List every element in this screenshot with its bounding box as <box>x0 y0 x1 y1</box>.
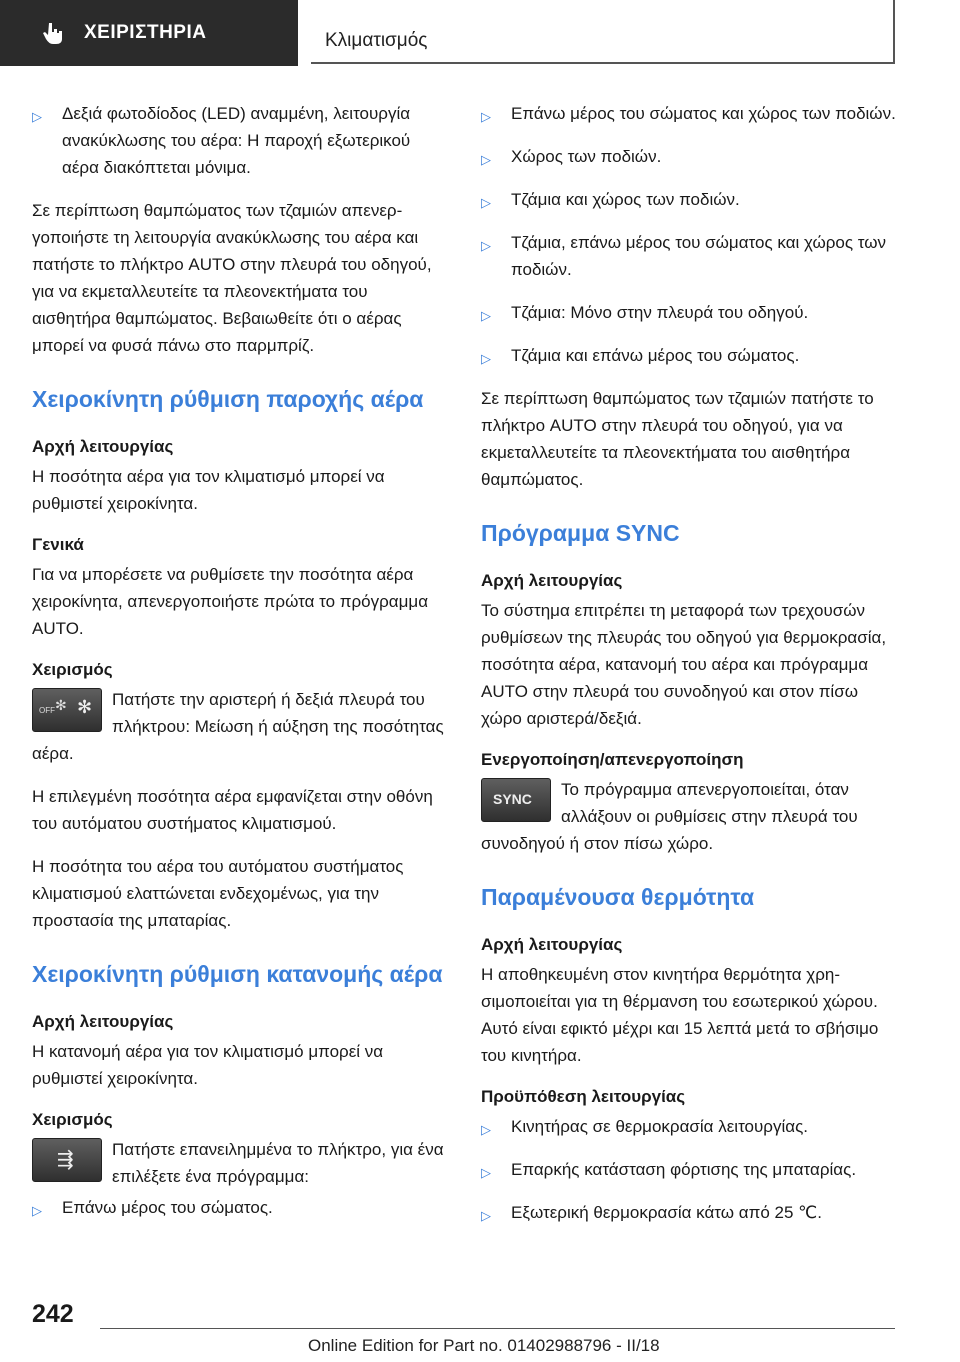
list-item: ▷ Χώρος των ποδιών. <box>481 143 899 170</box>
triangle-bullet-icon: ▷ <box>481 109 491 124</box>
subheading: Προϋπόθεση λειτουργίας <box>481 1087 686 1106</box>
key-instruction <box>481 776 899 857</box>
list-item: ▷ Επαρκής κατάσταση φόρτισης της μπαταρίας. <box>481 1156 899 1183</box>
fan-key-image <box>32 688 102 732</box>
section-heading: Χειροκίνητη ρύθμιση παροχής αέρα <box>32 386 424 412</box>
right-column <box>481 100 899 1242</box>
subheading: Χειρισμός <box>32 1110 113 1129</box>
paragraph: Για να μπορέσετε να ρυθμίσετε την ποσότητα αέρα χειροκίνητα, απενεργοποιήστε πρώτα το πρόγραμμα AUTO. <box>32 565 429 638</box>
triangle-bullet-icon: ▷ <box>481 238 491 253</box>
paragraph: Το πρόγραμμα απενεργοποιείται, όταν αλλάξουν οι ρυθμίσεις στην πλευρά του συνοδηγού ή στον πίσω χώρο. <box>481 780 858 853</box>
triangle-bullet-icon: ▷ <box>481 152 491 167</box>
paragraph: Η ποσότητα του αέρα του αυτόματου συστήματος κλιματισμού ελαττώνεται ενδεχομένως, για την προστασία της μπαταρίας. <box>32 857 404 930</box>
hand-pointer-icon <box>40 20 66 46</box>
page-number: 242 <box>32 1300 74 1328</box>
paragraph: Η αποθηκευμένη στον κινητήρα θερμότητα χρησιμοποιείται για τη θέρμανση του εσωτερικού χώρου. Αυτό είναι εφικτό μέχρι και 15 λεπτά μετά το σβήσιμο του κινητήρα. <box>481 965 879 1065</box>
subheading: Ενεργοποίηση/απενεργοποίηση <box>481 750 744 769</box>
subheading: Αρχή λειτουργίας <box>32 1012 174 1031</box>
key-instruction <box>32 686 450 767</box>
sync-key-label: SYNC <box>493 791 532 807</box>
section-tab[interactable] <box>0 0 298 66</box>
page-header <box>0 0 960 66</box>
fan-large-icon: ✻ <box>77 697 93 717</box>
triangle-bullet-icon: ▷ <box>481 308 491 323</box>
edition-text: Online Edition for Part no. 01402988796 - II/18 <box>308 1336 660 1355</box>
list-item: ▷ Τζάμια και επάνω μέρος του σώματος. <box>481 342 899 369</box>
triangle-bullet-icon: ▷ <box>481 1122 491 1137</box>
list-item: ▷ Τζάμια: Μόνο στην πλευρά του οδηγού. <box>481 299 899 326</box>
left-column <box>32 100 450 1237</box>
subheading: Αρχή λειτουργίας <box>481 935 623 954</box>
paragraph: Η επιλεγμένη ποσότητα αέρα εμφανίζεται στην οθόνη του αυτόματου συστήματος κλιματισμού. <box>32 787 433 833</box>
key-instruction <box>32 1136 450 1194</box>
paragraph: Η ποσότητα αέρα για τον κλιματισμό μπορεί να ρυθμιστεί χειροκίνητα. <box>32 467 385 513</box>
subheading: Γενικά <box>32 535 84 554</box>
triangle-bullet-icon: ▷ <box>32 109 42 124</box>
paragraph: Πατήστε επανειλημμένα το πλήκτρο, για ένα επιλέξετε ένα πρόγραμμα: <box>112 1140 444 1186</box>
sync-key-image <box>481 778 551 822</box>
section-title: ΧΕΙΡΙΣΤΗΡΙΑ <box>84 22 207 43</box>
list-item: ▷ Επάνω μέρος του σώματος και χώρος των ποδιών. <box>481 100 899 127</box>
triangle-bullet-icon: ▷ <box>481 1208 491 1223</box>
triangle-bullet-icon: ▷ <box>481 351 491 366</box>
air-distribution-key-image <box>32 1138 102 1182</box>
paragraph: Σε περίπτωση θαμπώματος των τζαμιών απενεργοποιήστε τη λειτουργία ανακύκλωσης του αέρα και πατήστε το πλήκτρο AUTO στην πλευρά του οδηγού, για να εκμεταλλευτείτε τα πλεονεκτήματα του αισθητήρα θαμπώματος. Βεβαιωθείτε ότι ο αέρας μπορεί να φυσά πάνω στο παρμπρίζ. <box>32 201 432 355</box>
chapter-tab[interactable] <box>311 0 895 64</box>
section-heading: Χειροκίνητη ρύθμιση κατανομής αέρα <box>32 961 443 987</box>
seat-airflow-icon: ⇶ <box>57 1149 74 1171</box>
list-item: ▷ Δεξιά φωτοδίοδος (LED) αναμμένη, λειτουργία ανακύκλωσης του αέρα: Η παροχή εξωτερικού αέρα διακόπτεται μόνιμα. <box>32 104 411 177</box>
triangle-bullet-icon: ▷ <box>32 1203 42 1218</box>
paragraph: Σε περίπτωση θαμπώματος των τζαμιών πατήστε το πλήκτρο AUTO στην πλευρά του οδηγού, για να εκμεταλλευτείτε τα πλεονεκτήματα του αισθητήρα θαμπώματος. <box>481 389 874 489</box>
subheading: Αρχή λειτουργίας <box>481 571 623 590</box>
list-item: ▷ Εξωτερική θερμοκρασία κάτω από 25 ℃. <box>481 1199 899 1226</box>
list-item: ▷ Τζάμια και χώρος των ποδιών. <box>481 186 899 213</box>
subheading: Αρχή λειτουργίας <box>32 437 174 456</box>
subheading: Χειρισμός <box>32 660 113 679</box>
paragraph: Η κατανομή αέρα για τον κλιματισμό μπορεί να ρυθμιστεί χειροκίνητα. <box>32 1042 384 1088</box>
paragraph: Το σύστημα επιτρέπει τη μεταφορά των τρεχουσών ρυθμίσεων της πλευράς του οδηγού για θερμοκρασία, ποσότητα αέρα, κατανομή του αέρα και πρόγραμμα AUTO στην πλευρά του συνοδηγού και στον πίσω χώρο αριστερά/δεξιά. <box>481 601 887 728</box>
off-key-label: OFF <box>39 706 55 715</box>
section-heading: Παραμένουσα θερμότητα <box>481 884 755 910</box>
list-item: ▷ Τζάμια, επάνω μέρος του σώματος και χώρος των ποδιών. <box>481 233 887 279</box>
triangle-bullet-icon: ▷ <box>481 195 491 210</box>
footer-divider <box>100 1328 895 1329</box>
chapter-title: Κλιματισμός <box>325 30 428 51</box>
paragraph: Πατήστε την αριστερή ή δεξιά πλευρά του πλήκτρου: Μείωση ή αύξηση της ποσότητας αέρα. <box>32 690 444 763</box>
list-item: ▷ Κινητήρας σε θερμοκρασία λειτουργίας. <box>481 1113 899 1140</box>
triangle-bullet-icon: ▷ <box>481 1165 491 1180</box>
list-item: ▷ Επάνω μέρος του σώματος. <box>32 1194 450 1221</box>
section-heading: Πρόγραμμα SYNC <box>481 520 680 546</box>
fan-small-icon: ✻ <box>55 697 67 713</box>
